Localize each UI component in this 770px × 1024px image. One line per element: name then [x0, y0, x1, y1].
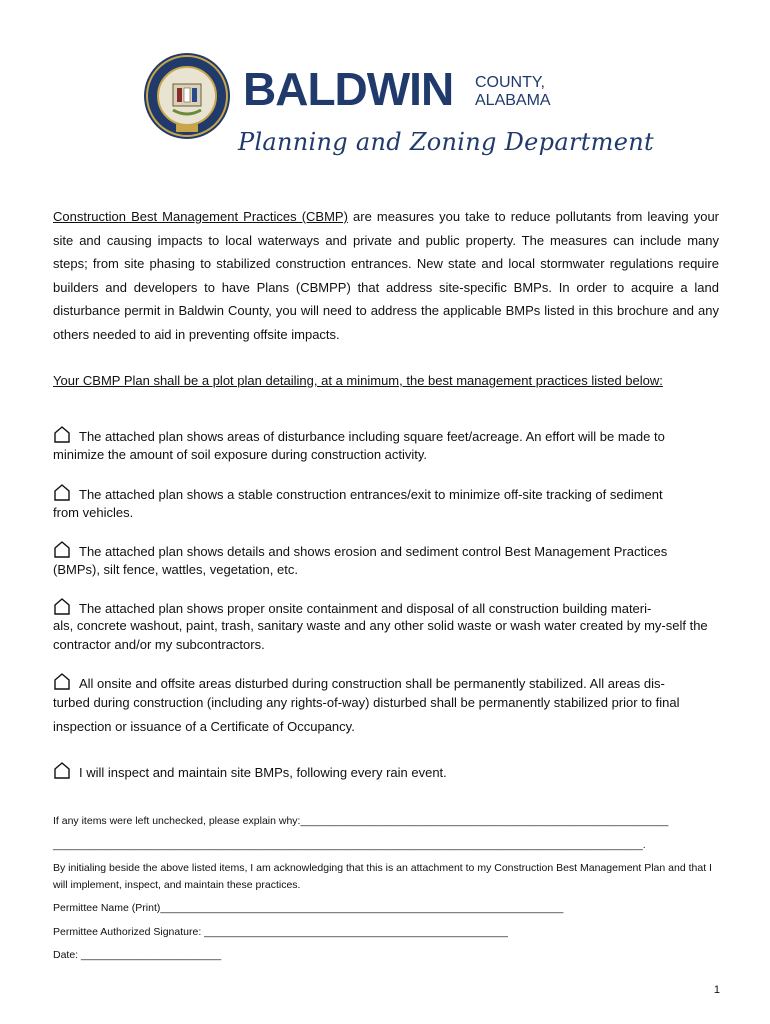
- cbmp-term: Construction Best Management Practices (CBMP): [53, 209, 348, 224]
- item-text-rest: from vehicles.: [53, 505, 134, 520]
- acknowledgement-text: By initialing beside the above listed items, I am acknowledging that this is an attachment to my Construction Best Management Plan and that I will implement, inspect, and maintain these practices.: [53, 862, 712, 891]
- brand-sub-county: COUNTY,: [475, 74, 545, 91]
- item-text: The attached plan shows a stable construction entrances/exit to minimize off-site tracking of sediment: [79, 487, 663, 502]
- department-title: Planning and Zoning Department: [238, 128, 654, 156]
- item-text: The attached plan shows proper onsite containment and disposal of all construction building materi-: [79, 601, 652, 616]
- date-field[interactable]: Date: ________________________: [53, 949, 222, 961]
- item-text-rest: (BMPs), silt fence, wattles, vegetation, etc.: [53, 562, 298, 577]
- checklist-item: [53, 672, 719, 739]
- checkbox-icon[interactable]: [53, 483, 71, 501]
- checklist-item: [53, 540, 719, 581]
- county-seal-icon: [143, 52, 231, 140]
- item-text: The attached plan shows areas of disturbance including square feet/acreage. An effort will be made to: [79, 429, 665, 444]
- item-text: I will inspect and maintain site BMPs, following every rain event.: [79, 765, 447, 780]
- unchecked-explain-line2[interactable]: _____________________________________________________________________________________________________.: [53, 839, 646, 851]
- item-text-rest: turbed during construction (including any rights-of-way) disturbed shall be permanently stabilized prior to final inspection or issuance of a Certificate of Occupancy.: [53, 695, 680, 734]
- page-number: 1: [713, 984, 720, 996]
- item-text: All onsite and offsite areas disturbed during construction shall be permanently stabilized. All areas dis-: [79, 676, 665, 691]
- checkbox-icon[interactable]: [53, 597, 71, 615]
- plan-heading: Your CBMP Plan shall be a plot plan detailing, at a minimum, the best management practices listed below:: [53, 373, 663, 388]
- intro-paragraph: [53, 205, 719, 346]
- item-text-rest: minimize the amount of soil exposure during construction activity.: [53, 447, 428, 462]
- brand-name: BALDWIN: [243, 63, 454, 115]
- item-text-rest: als, concrete washout, paint, trash, sanitary waste and any other solid waste or wash water created by my-self the contractor and/or my subcontractors.: [53, 618, 708, 652]
- checklist-item: [53, 425, 719, 466]
- checklist-item: [53, 483, 719, 524]
- checkbox-icon[interactable]: [53, 761, 71, 779]
- brand-subtitle: [475, 74, 551, 110]
- item-text: The attached plan shows details and shows erosion and sediment control Best Management Practices: [79, 544, 668, 559]
- intro-text: are measures you take to reduce pollutants from leaving your site and causing impacts to local waterways and private and public property. The measures can include many steps; from site phasing to stabilized construction entrances. New state and local stormwater regulations require builders and developers to have Plans (CBMPP) that address site-specific BMPs. In order to acquire a land disturbance permit in Baldwin County, you will need to address the applicable BMPs listed in this brochure and any others needed to aid in preventing offsite impacts.: [53, 209, 720, 342]
- checklist-item: [53, 597, 719, 654]
- checkbox-icon[interactable]: [53, 425, 71, 443]
- unchecked-explain-field[interactable]: If any items were left unchecked, please explain why:_______________________________________________________________: [53, 815, 669, 827]
- checkbox-icon[interactable]: [53, 540, 71, 558]
- checkbox-icon[interactable]: [53, 672, 71, 690]
- signature-field[interactable]: Permittee Authorized Signature: ____________________________________________________: [53, 926, 508, 938]
- checklist-item: [53, 761, 719, 780]
- permittee-name-field[interactable]: Permittee Name (Print)_____________________________________________________________________: [53, 902, 564, 914]
- brand-sub-state: ALABAMA: [475, 92, 551, 109]
